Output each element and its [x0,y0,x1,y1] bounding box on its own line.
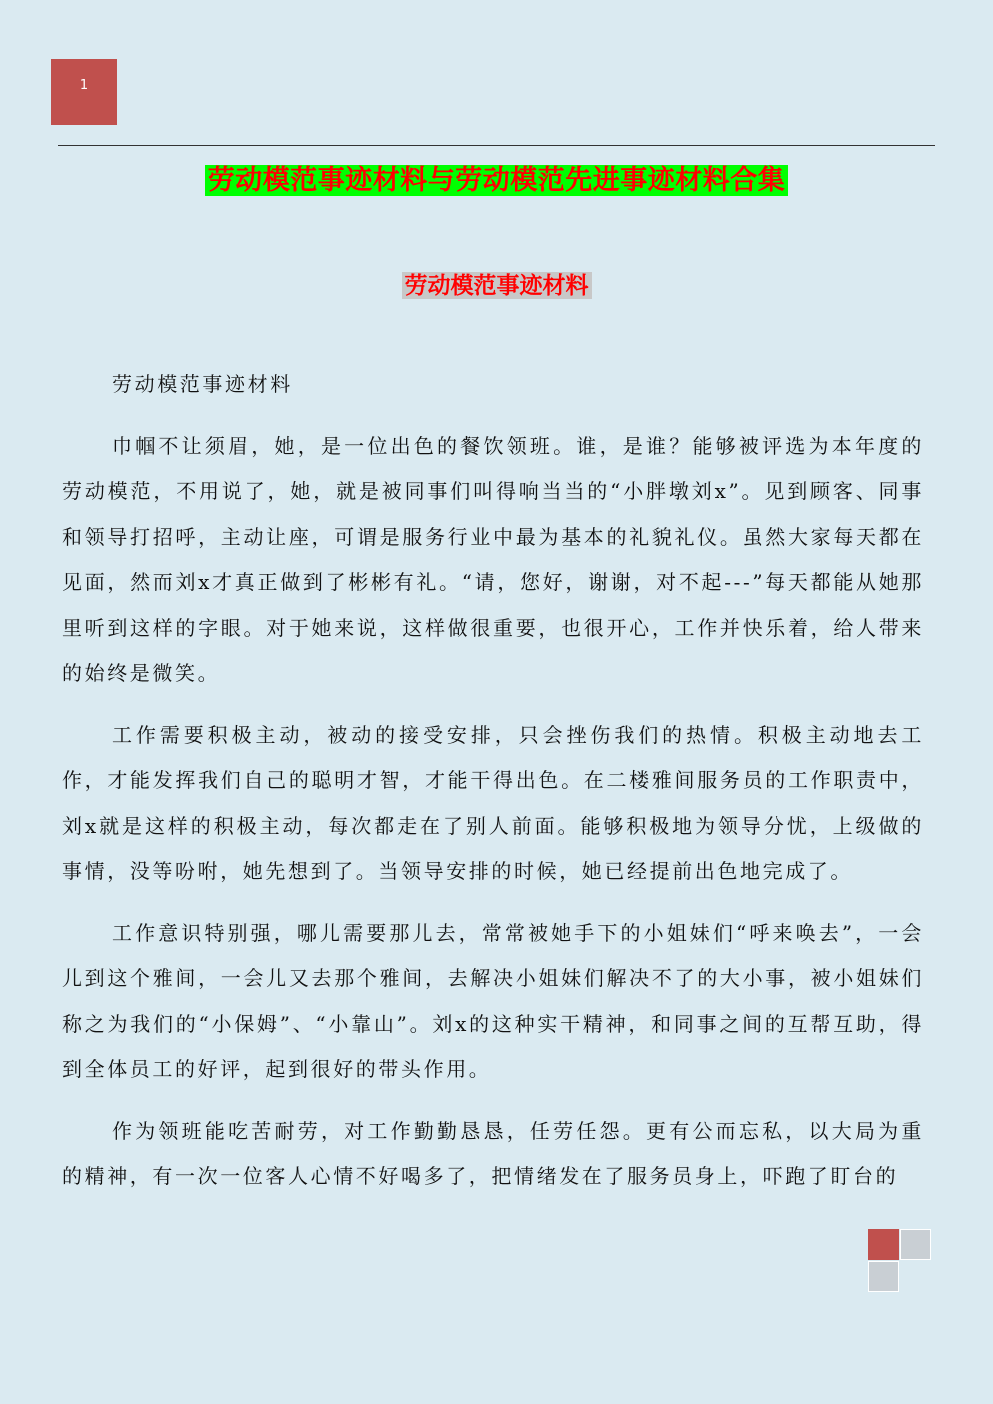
document-title-text: 劳动模范事迹材料与劳动模范先进事迹材料合集 [205,165,789,196]
paragraph: 劳动模范事迹材料 [112,372,293,396]
decorative-square-gray [868,1261,899,1292]
document-title [0,163,993,199]
body-text [62,362,924,1216]
paragraph: 巾帼不让须眉，她，是一位出色的餐饮领班。谁，是谁？能够被评选为本年度的劳动模范，不用说了，她，就是被同事们叫得响当当的“小胖墩刘x”。见到顾客、同事和领导打招呼，主动让座，可谓是服务行业中最为基本的礼貌礼仪。虽然大家每天都在见面，然而刘x才真正做到了彬彬有礼。“请，您好，谢谢，对不起---”每天都能从她那里听到这样的字眼。对于她来说，这样做很重要，也很开心，工作并快乐着，给人带来的始终是微笑。 [62,433,924,685]
header-divider [58,145,935,146]
paragraph: 作为领班能吃苦耐劳，对工作勤勤恳恳，任劳任怨。更有公而忘私，以大局为重的精神，有一次一位客人心情不好喝多了，把情绪发在了服务员身上，吓跑了盯台的 [62,1118,924,1188]
paragraph: 工作意识特别强，哪儿需要那儿去，常常被她手下的小姐妹们“呼来唤去”，一会儿到这个雅间，一会儿又去那个雅间，去解决小姐妹们解决不了的大小事，被小姐妹们称之为我们的“小保姆”、“小靠山”。刘x的这种实干精神，和同事之间的互帮互助，得到全体员工的好评，起到很好的带头作用。 [62,920,924,1081]
decorative-square-gray [900,1229,931,1260]
paragraph: 工作需要积极主动，被动的接受安排，只会挫伤我们的热情。积极主动地去工作，才能发挥我们自己的聪明才智，才能干得出色。在二楼雅间服务员的工作职责中，刘x就是这样的积极主动，每次都走在了别人前面。能够积极地为领导分忧，上级做的事情，没等吩咐，她先想到了。当领导安排的时候，她已经提前出色地完成了。 [62,722,924,883]
section-title-text: 劳动模范事迹材料 [402,272,592,299]
section-title [0,270,993,302]
page-number-badge: 1 [51,59,117,125]
decorative-square-red [868,1229,899,1260]
